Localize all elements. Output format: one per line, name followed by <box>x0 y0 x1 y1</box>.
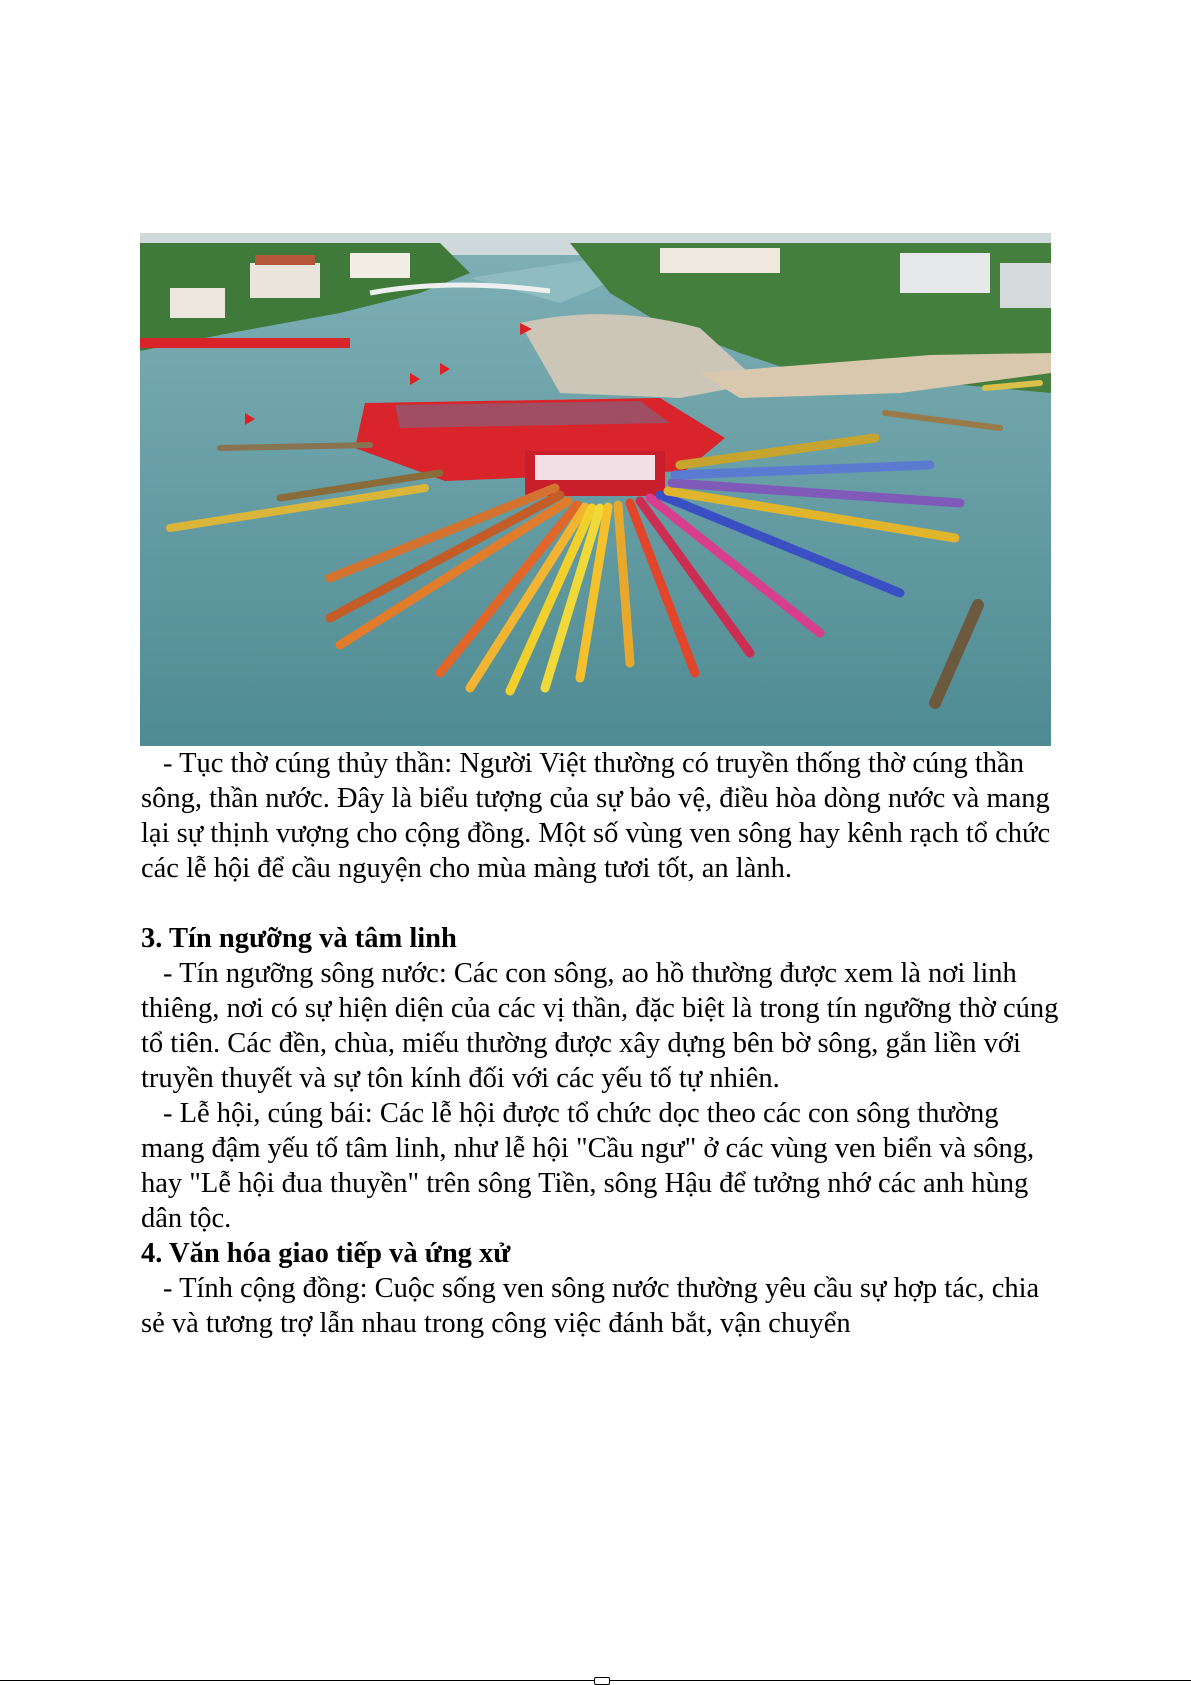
paragraph-gap <box>141 886 1061 921</box>
paragraph-festivals: - Lễ hội, cúng bái: Các lễ hội được tổ chức dọc theo các con sông thường mang đậm yếu tố tâm linh, như lễ hội "Cầu ngư" ở các vùng ven biển và sông, hay "Lễ hội đua thuyền" trên sông Tiền, sông Hậu để tưởng nhớ các anh hùng dân tộc. <box>141 1098 1035 1234</box>
section-heading-beliefs: 3. Tín ngưỡng và tâm linh <box>141 923 457 954</box>
section-heading-communication: 4. Văn hóa giao tiếp và ứng xử <box>141 1238 511 1269</box>
boat-festival-photo <box>140 233 1051 746</box>
document-body <box>141 746 1061 1341</box>
paragraph-water-deity-worship: - Tục thờ cúng thủy thần: Người Việt thường có truyền thống thờ cúng thần sông, thần nước. Đây là biểu tượng của sự bảo vệ, điều hòa dòng nước và mang lại sự thịnh vượng cho cộng đồng. Một số vùng ven sông hay kênh rạch tổ chức các lễ hội để cầu nguyện cho mùa màng tươi tốt, an lành. <box>141 748 1051 884</box>
paragraph-river-beliefs: - Tín ngưỡng sông nước: Các con sông, ao hồ thường được xem là nơi linh thiêng, nơi có sự hiện diện của các vị thần, đặc biệt là trong tín ngưỡng thờ cúng tổ tiên. Các đền, chùa, miếu thường được xây dựng bên bờ sông, gắn liền với truyền thuyết và sự tôn kính đối với các yếu tố tự nhiên. <box>141 958 1059 1094</box>
paragraph-community: - Tính cộng đồng: Cuộc sống ven sông nước thường yêu cầu sự hợp tác, chia sẻ và tương trợ lẫn nhau trong công việc đánh bắt, vận chuyển <box>141 1273 1040 1339</box>
page-footer-mark <box>594 1677 610 1685</box>
